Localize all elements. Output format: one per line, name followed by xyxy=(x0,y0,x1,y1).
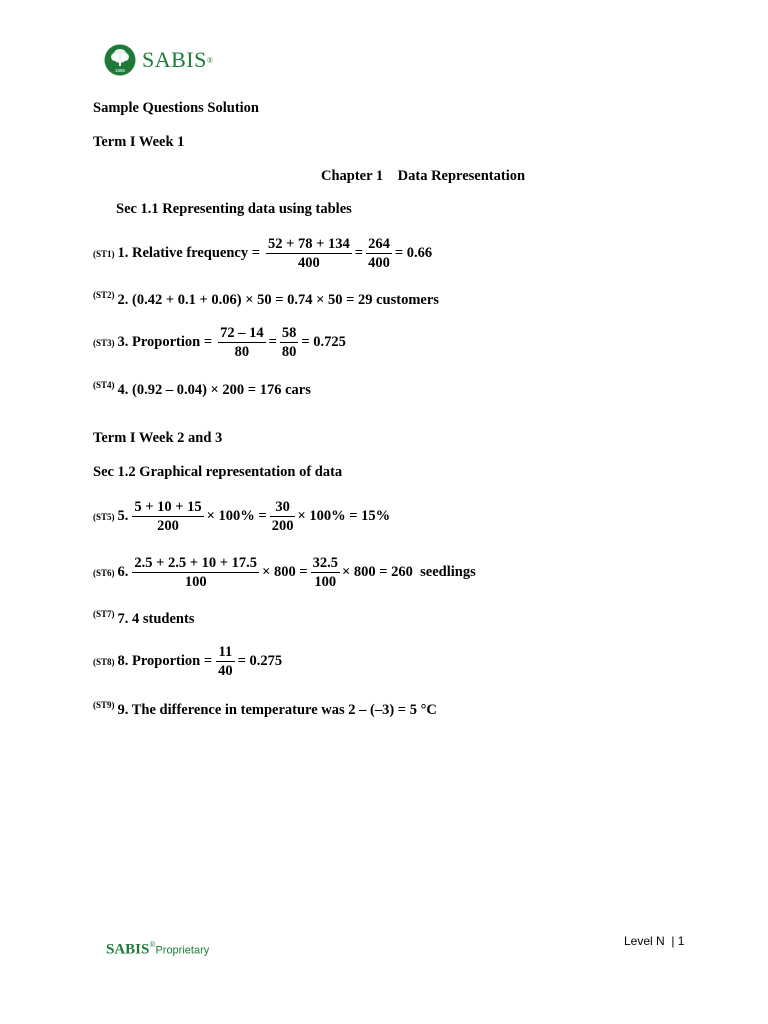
question-lead: 5. xyxy=(117,508,129,524)
numerator: 32.5 xyxy=(312,555,338,571)
result: × 800 = 260 seedlings xyxy=(341,564,476,580)
denominator: 100 xyxy=(314,574,337,590)
question-8 xyxy=(93,643,282,680)
question-tag: (ST7) xyxy=(93,609,115,619)
question-5 xyxy=(93,498,390,535)
result: × 100% = 15% xyxy=(297,508,391,524)
fraction xyxy=(366,235,392,272)
sec12-heading: Sec 1.2 Graphical representation of data xyxy=(93,464,343,480)
question-9 xyxy=(93,700,437,719)
header-logo xyxy=(104,44,213,76)
question-tag: (ST4) xyxy=(93,380,115,390)
denominator: 40 xyxy=(218,663,233,679)
footer-registered-mark: ® xyxy=(149,940,156,949)
numerator: 52 + 78 + 134 xyxy=(268,236,350,252)
denominator: 80 xyxy=(234,344,250,360)
result: = 0.66 xyxy=(394,245,433,261)
question-tag: (ST5) xyxy=(93,511,115,522)
operator-text: × 800 = xyxy=(262,564,308,580)
question-tag: (ST8) xyxy=(93,656,115,667)
denominator: 200 xyxy=(271,518,294,534)
question-4 xyxy=(93,380,311,399)
question-lead: 8. Proportion = xyxy=(117,653,213,669)
logo-registered-mark: ® xyxy=(206,55,213,65)
denominator: 200 xyxy=(157,518,179,534)
doc-title: Sample Questions Solution xyxy=(93,100,259,116)
emblem-year: 1886 xyxy=(114,68,126,73)
week1-heading: Term I Week 1 xyxy=(93,134,185,150)
numerator: 11 xyxy=(216,643,235,662)
result: = 0.275 xyxy=(237,653,283,669)
numerator: 2.5 + 2.5 + 10 + 17.5 xyxy=(134,555,258,571)
numerator: 58 xyxy=(281,325,297,341)
fraction xyxy=(218,324,266,361)
week23-heading: Term I Week 2 and 3 xyxy=(93,430,223,446)
question-text: 2. (0.42 + 0.1 + 0.06) × 50 = 0.74 × 50 = 29 customers xyxy=(117,291,439,308)
question-tag: (ST2) xyxy=(93,290,115,300)
fraction xyxy=(132,554,259,591)
sec11-heading: Sec 1.1 Representing data using tables xyxy=(116,201,352,217)
fraction xyxy=(132,498,203,535)
question-lead: 1. Relative frequency = xyxy=(117,245,261,261)
denominator: 400 xyxy=(368,255,390,271)
numerator: 30 xyxy=(270,498,296,517)
question-lead: 3. Proportion = xyxy=(117,334,213,350)
question-2 xyxy=(93,290,439,309)
fraction xyxy=(311,554,340,591)
fraction xyxy=(270,498,296,535)
question-6 xyxy=(93,554,476,591)
page-number: Level N | 1 xyxy=(624,934,685,948)
question-1 xyxy=(93,235,432,272)
numerator: 72 – 14 xyxy=(220,325,264,341)
footer-wordmark: SABIS xyxy=(106,941,150,958)
question-text: 9. The difference in temperature was 2 – (–3) = 5 °C xyxy=(117,701,437,718)
chapter-heading: Chapter 1 Data Representation xyxy=(321,168,526,184)
equals-sign: = xyxy=(354,245,364,261)
denominator: 80 xyxy=(281,344,297,360)
denominator: 100 xyxy=(184,574,207,590)
question-text: 4. (0.92 – 0.04) × 200 = 176 cars xyxy=(117,381,311,398)
question-text: 7. 4 students xyxy=(117,610,195,627)
fraction xyxy=(280,324,299,361)
logo-wordmark: SABIS xyxy=(142,47,207,72)
footer-logo xyxy=(106,940,209,958)
question-tag: (ST1) xyxy=(93,248,115,259)
denominator: 400 xyxy=(298,255,320,271)
fraction xyxy=(266,235,352,272)
fraction xyxy=(216,643,235,680)
tree-emblem-icon xyxy=(104,44,136,76)
result: = 0.725 xyxy=(301,334,346,350)
question-7 xyxy=(93,609,194,628)
operator-text: × 100% = xyxy=(206,508,267,524)
question-tag: (ST3) xyxy=(93,337,115,348)
question-3 xyxy=(93,324,346,361)
equals-sign: = xyxy=(268,334,277,350)
numerator: 264 xyxy=(368,236,390,252)
question-tag: (ST6) xyxy=(93,567,115,578)
footer-proprietary: Proprietary xyxy=(155,944,210,957)
question-tag: (ST9) xyxy=(93,700,115,710)
numerator: 5 + 10 + 15 xyxy=(134,499,202,515)
question-lead: 6. xyxy=(117,564,129,580)
